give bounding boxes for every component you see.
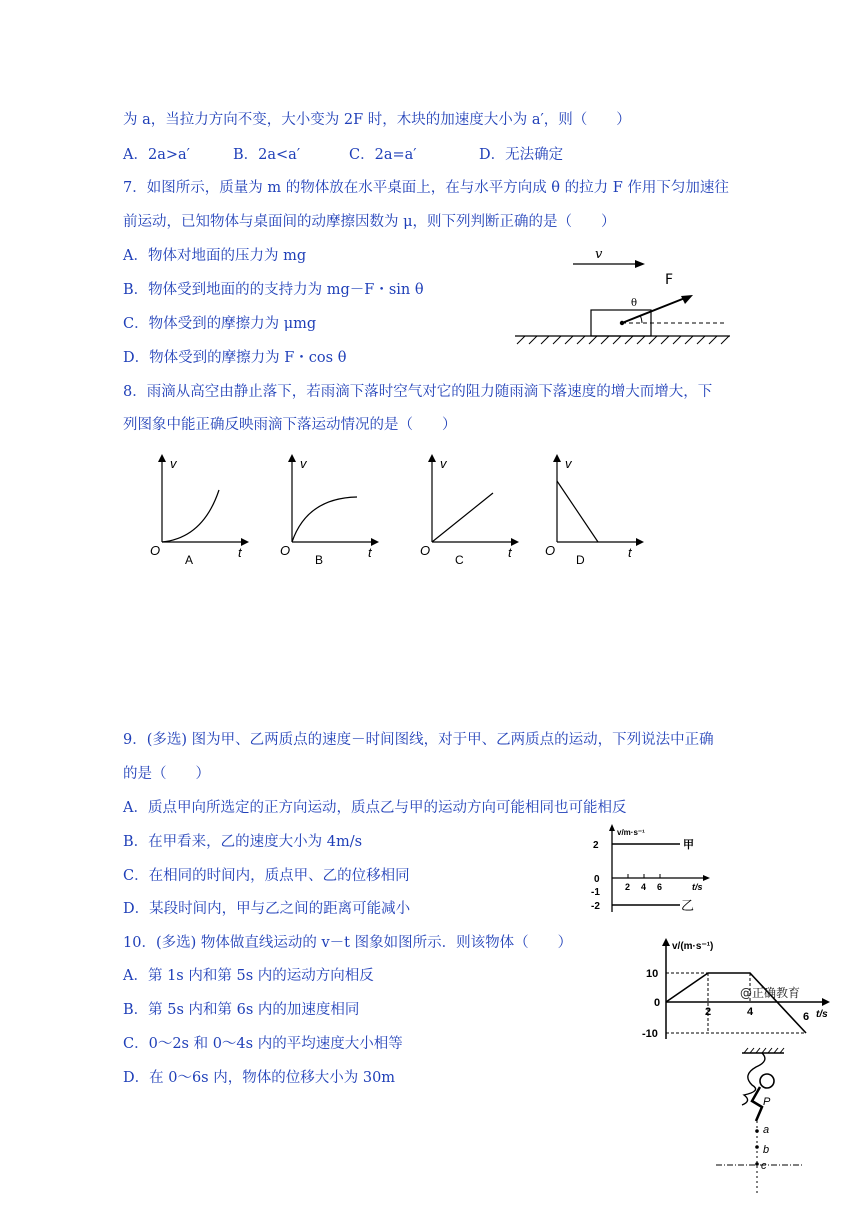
velocity-label: v <box>595 247 603 262</box>
x-tick-2: 2 <box>625 882 631 892</box>
q10-option-c: C．0～2s 和 0～4s 内的平均速度大小相等 <box>123 1036 403 1052</box>
line-decreasing <box>557 481 598 542</box>
origin-label: O <box>545 543 556 558</box>
velocity-arrowhead <box>635 260 645 268</box>
origin-label: O <box>420 543 431 558</box>
q7-stem-line2: 前运动，已知物体与桌面间的动摩擦因数为 μ，则下列判断正确的是（ ） <box>123 214 616 230</box>
q10-option-a: A．第 1s 内和第 5s 内的运动方向相反 <box>123 968 374 984</box>
q9-option-b: B．在甲看来，乙的速度大小为 4m/s <box>123 834 363 850</box>
q6-option-c: C．2a=a′ <box>349 147 417 163</box>
y-tick-2: 2 <box>593 840 599 851</box>
y-axis-arrow <box>553 454 561 462</box>
origin-label: O <box>150 543 161 558</box>
label-c: c <box>761 1160 767 1172</box>
q7-option-c: C．物体受到的摩擦力为 μmg <box>123 316 317 332</box>
x-axis-arrow <box>703 875 710 881</box>
origin-label: O <box>280 543 291 558</box>
x-tick-2: 2 <box>705 1006 712 1018</box>
label-yi: 乙 <box>681 899 695 914</box>
q8-graph-b <box>275 452 385 572</box>
x-tick-4: 4 <box>747 1006 754 1018</box>
q6-option-a: A．2a>a′ <box>123 147 190 163</box>
q7-option-a: A．物体对地面的压力为 mg <box>123 248 307 264</box>
q10-option-d: D．在 0～6s 内，物体的位移大小为 30m <box>123 1070 396 1086</box>
y-tick-0: 0 <box>654 997 661 1009</box>
graph-letter: B <box>315 553 324 567</box>
q9-stem-line1: 9．(多选) 图为甲、乙两质点的速度－时间图线，对于甲、乙两质点的运动，下列说法中正确 <box>123 732 714 748</box>
label-a: a <box>763 1124 770 1136</box>
q6-option-d: D．无法确定 <box>479 147 564 163</box>
q9-option-d: D．某段时间内，甲与乙之间的距离可能减小 <box>123 901 411 917</box>
x-axis-label: t/s <box>692 882 703 892</box>
q8-graph-a <box>145 452 255 572</box>
y-axis-arrow <box>288 454 296 462</box>
q8-stem-line2: 列图象中能正确反映雨滴下落运动情况的是（ ） <box>123 417 457 433</box>
x-tick-6: 6 <box>803 1011 810 1023</box>
y-axis-arrow <box>609 824 615 831</box>
q9-stem-line2: 的是（ ） <box>123 766 210 782</box>
q10-option-b: B．第 5s 内和第 6s 内的加速度相同 <box>123 1002 360 1018</box>
theta-label: θ <box>631 298 638 309</box>
q6-stem-end: 为 a，当拉力方向不变，大小变为 2F 时，木块的加速度大小为 a′，则（ ） <box>123 112 631 128</box>
y-axis-arrow <box>662 938 670 946</box>
y-axis-label: v <box>170 456 177 471</box>
x-axis-arrow <box>822 998 830 1006</box>
y-tick-0: 0 <box>594 874 600 885</box>
watermark: @正确教育 <box>740 986 801 1000</box>
force-arrowhead <box>681 295 693 304</box>
x-axis-arrow <box>371 538 379 546</box>
spring-ball-figure <box>712 1045 812 1205</box>
velocity-trace <box>666 973 806 1033</box>
q9-velocity-graph <box>588 822 718 917</box>
y-tick-minus2: -2 <box>591 901 600 912</box>
curve-concave-down <box>292 497 357 542</box>
y-axis-label: v <box>565 456 572 471</box>
force-label: F <box>665 272 674 288</box>
graph-letter: D <box>576 553 585 567</box>
person-head <box>760 1074 774 1088</box>
x-axis-arrow <box>636 538 644 546</box>
q8-graph-c <box>415 452 525 572</box>
x-axis-label: t/s <box>816 1009 828 1020</box>
y-axis-label: v <box>300 456 307 471</box>
q10-stem: 10．(多选) 物体做直线运动的 v－t 图象如图所示．则该物体（ ） <box>123 935 573 951</box>
x-tick-4: 4 <box>641 882 647 892</box>
x-axis-arrow <box>511 538 519 546</box>
y-axis-label: v/m·s⁻¹ <box>617 828 645 837</box>
y-axis-arrow <box>428 454 436 462</box>
y-axis-label: v/(m·s⁻¹) <box>672 941 714 952</box>
ground-hatching <box>517 336 729 344</box>
y-axis-arrow <box>158 454 166 462</box>
q6-option-b: B．2a<a′ <box>233 147 301 163</box>
q9-option-c: C．在相同的时间内，质点甲、乙的位移相同 <box>123 868 410 884</box>
y-axis-label: v <box>440 456 447 471</box>
q7-option-d: D．物体受到的摩擦力为 F・cos θ <box>123 350 347 366</box>
x-axis-label: t <box>368 545 372 560</box>
q7-block-diagram <box>505 240 750 355</box>
x-axis-label: t <box>238 545 242 560</box>
curve-concave-up <box>162 490 219 542</box>
q9-option-a: A．质点甲向所选定的正方向运动，质点乙与甲的运动方向可能相同也可能相反 <box>123 800 627 816</box>
q7-option-b: B．物体受到地面的的支持力为 mg－F・sin θ <box>123 282 424 298</box>
label-b: b <box>763 1144 770 1156</box>
y-tick-minus1: -1 <box>591 887 600 898</box>
q8-graph-d <box>540 452 650 572</box>
graph-letter: A <box>185 553 194 567</box>
label-p: P <box>763 1096 771 1108</box>
line-linear <box>432 493 493 542</box>
x-axis-label: t <box>628 545 632 560</box>
q10-velocity-graph <box>640 935 840 1045</box>
graph-letter: C <box>455 553 464 567</box>
x-axis-arrow <box>241 538 249 546</box>
label-jia: 甲 <box>683 838 694 851</box>
q8-stem-line1: 8．雨滴从高空由静止落下，若雨滴下落时空气对它的阻力随雨滴下落速度的增大而增大，下 <box>123 384 713 400</box>
x-axis-label: t <box>508 545 512 560</box>
y-tick-minus10: -10 <box>642 1028 658 1040</box>
q7-stem-line1: 7．如图所示，质量为 m 的物体放在水平桌面上，在与水平方向成 θ 的拉力 F 作用下匀加速往 <box>123 180 729 196</box>
y-tick-10: 10 <box>646 968 659 980</box>
x-tick-6: 6 <box>657 882 663 892</box>
